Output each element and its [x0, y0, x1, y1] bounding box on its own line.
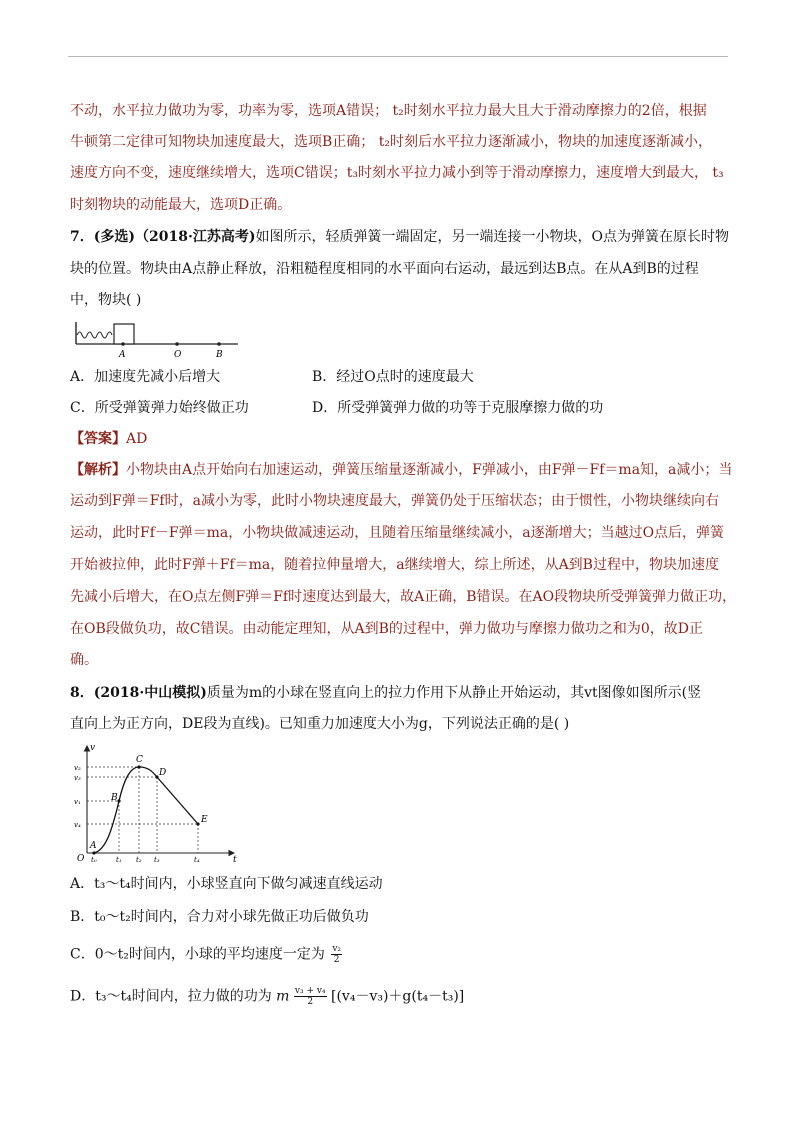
q8-vt-graph [72, 740, 242, 864]
answer-tag: 【答案】 [70, 431, 126, 447]
y-tick-v1: v₁ [74, 798, 81, 806]
option-d-fraction [294, 986, 327, 1007]
q8-source: (2018·中山模拟) [93, 685, 207, 701]
continuation-line-3: 速度方向不变，速度继续增大，选项C错误；t₃时刻水平拉力减小到等于滑动摩擦力，速度增大到最大， t₃ [70, 165, 724, 181]
continuation-line-1: 不动，水平拉力做功为零，功率为零，选项A错误； t₂时刻水平拉力最大且大于滑动摩擦力的2倍，根据 [70, 103, 707, 119]
x-tick-t0: t₀ [91, 856, 97, 864]
q8-option-b[interactable]: B．t₀～t₂时间内，合力对小球先做正功后做负功 [70, 909, 369, 925]
vt-curve [94, 767, 198, 853]
q8-option-a[interactable]: A．t₃～t₄时间内，小球竖直向下做匀减速直线运动 [70, 876, 383, 892]
option-d-mass: m [276, 988, 290, 1005]
option-c-fraction [331, 944, 342, 965]
fraction-numerator: v₃ + v₄ [294, 986, 326, 996]
axis-label-v: v [90, 743, 96, 753]
option-d-tail: [(v₄－v₃)＋g(t₄－t₃)] [331, 988, 465, 1005]
q8-stem-line-2: 直向上为正方向，DE段为直线)。已知重力加速度大小为g，下列说法正确的是( ) [70, 716, 570, 732]
q7-analysis-line-3: 运动，此时Ff－F弹＝ma，小物块做减速运动，且随着压缩量继续减小，a逐渐增大；当越过O点后，弹簧 [70, 525, 725, 541]
point-label-E: E [201, 815, 208, 825]
q8-option-c[interactable] [70, 944, 342, 965]
spring-coil-icon [77, 332, 112, 338]
q7-stem-line-3: 中，物块( ) [70, 292, 142, 308]
point-label-A: A [90, 841, 97, 851]
q7-spring-figure [70, 318, 250, 362]
x-tick-t2: t₂ [136, 856, 142, 864]
q7-analysis-line-2: 运动到F弹＝Ff时，a减小为零，此时小物块速度最大，弹簧仍处于压缩状态；由于惯性，小物块继续向右 [70, 493, 719, 509]
header-rule [68, 56, 728, 57]
continuation-line-4: 时刻物块的动能最大，选项D正确。 [70, 197, 292, 213]
q8-number: 8． [70, 685, 94, 701]
q7-option-b[interactable]: B．经过O点时的速度最大 [312, 369, 474, 385]
point-label-B: B [111, 793, 118, 803]
q7-stem-line-1 [70, 227, 729, 247]
point-label-C: C [136, 755, 143, 765]
q8-text-1: 质量为m的小球在竖直向上的拉力作用下从静止开始运动，其vt图像如图所示(竖 [206, 685, 702, 701]
y-tick-v4: v₄ [74, 821, 81, 829]
q7-analysis-line-7: 确。 [70, 652, 98, 668]
q8-option-d-text: D．t₃～t₄时间内，拉力做的功为 [70, 988, 272, 1005]
q8-option-d[interactable] [70, 986, 464, 1007]
y-tick-v3: v₃ [74, 774, 81, 782]
figure-label-B: B [216, 350, 223, 360]
q8-stem-line-1 [70, 683, 701, 703]
x-tick-t1: t₁ [116, 856, 122, 864]
continuation-line-2: 牛顿第二定律可知物块加速度最大，选项B正确； t₂时刻后水平拉力逐渐减小，物块的加速度逐渐减小， [70, 134, 712, 150]
q7-option-a[interactable]: A．加速度先减小后增大 [70, 369, 221, 385]
figure-label-A: A [119, 350, 126, 360]
q7-option-c[interactable]: C．所受弹簧弹力始终做正功 [70, 400, 249, 416]
q7-analysis-line-6: 在OB段做负功，故C错误。由动能定理知，从A到B的过程中，弹力做功与摩擦力做功之和为0，故D正 [70, 621, 704, 637]
q7-analysis-line-5: 先减小后增大，在O点左侧F弹＝Ff时速度达到最大，故A正确，B错误。在AO段物块所受弹簧弹力做正功， [70, 589, 737, 605]
q7-source: (多选)（2018·江苏高考) [93, 229, 256, 245]
axis-label-t: t [233, 855, 237, 864]
block-icon [114, 324, 134, 344]
q8-option-c-text: C．0～t₂时间内，小球的平均速度一定为 [70, 946, 325, 963]
q7-number: 7． [70, 229, 94, 245]
x-tick-t4: t₄ [194, 856, 200, 864]
x-tick-t3: t₃ [154, 856, 160, 864]
y-tick-v2: v₂ [74, 764, 81, 772]
answer-value: AD [126, 431, 148, 447]
figure-label-O: O [174, 350, 182, 360]
q7-stem-line-2: 块的位置。物块由A点静止释放，沿粗糙程度相同的水平面向右运动，最远到达B点。在从A到B的过程 [70, 261, 699, 277]
q7-analysis-line-1 [70, 460, 732, 480]
q7-option-d[interactable]: D．所受弹簧弹力做的功等于克服摩擦力做的功 [312, 400, 604, 416]
q7-answer [70, 429, 147, 449]
origin-label: O [77, 854, 85, 864]
fraction-denominator: 2 [333, 955, 340, 965]
analysis-tag: 【解析】 [70, 462, 126, 478]
q7-analysis-text-1: 小物块由A点开始向右加速运动，弹簧压缩量逐渐减小，F弹减小，由F弹－Ff＝ma知，a减小；当 [126, 462, 733, 478]
fraction-numerator: v₂ [332, 944, 342, 954]
point-label-D: D [159, 768, 167, 778]
q7-analysis-line-4: 开始被拉伸，此时F弹＋Ff＝ma，随着拉伸量增大，a继续增大，综上所述，从A到B过程中，物块加速度 [70, 557, 719, 573]
q7-text-1: 如图所示，轻质弹簧一端固定，另一端连接一小物块，O点为弹簧在原长时物 [255, 229, 729, 245]
fraction-denominator: 2 [307, 997, 314, 1007]
